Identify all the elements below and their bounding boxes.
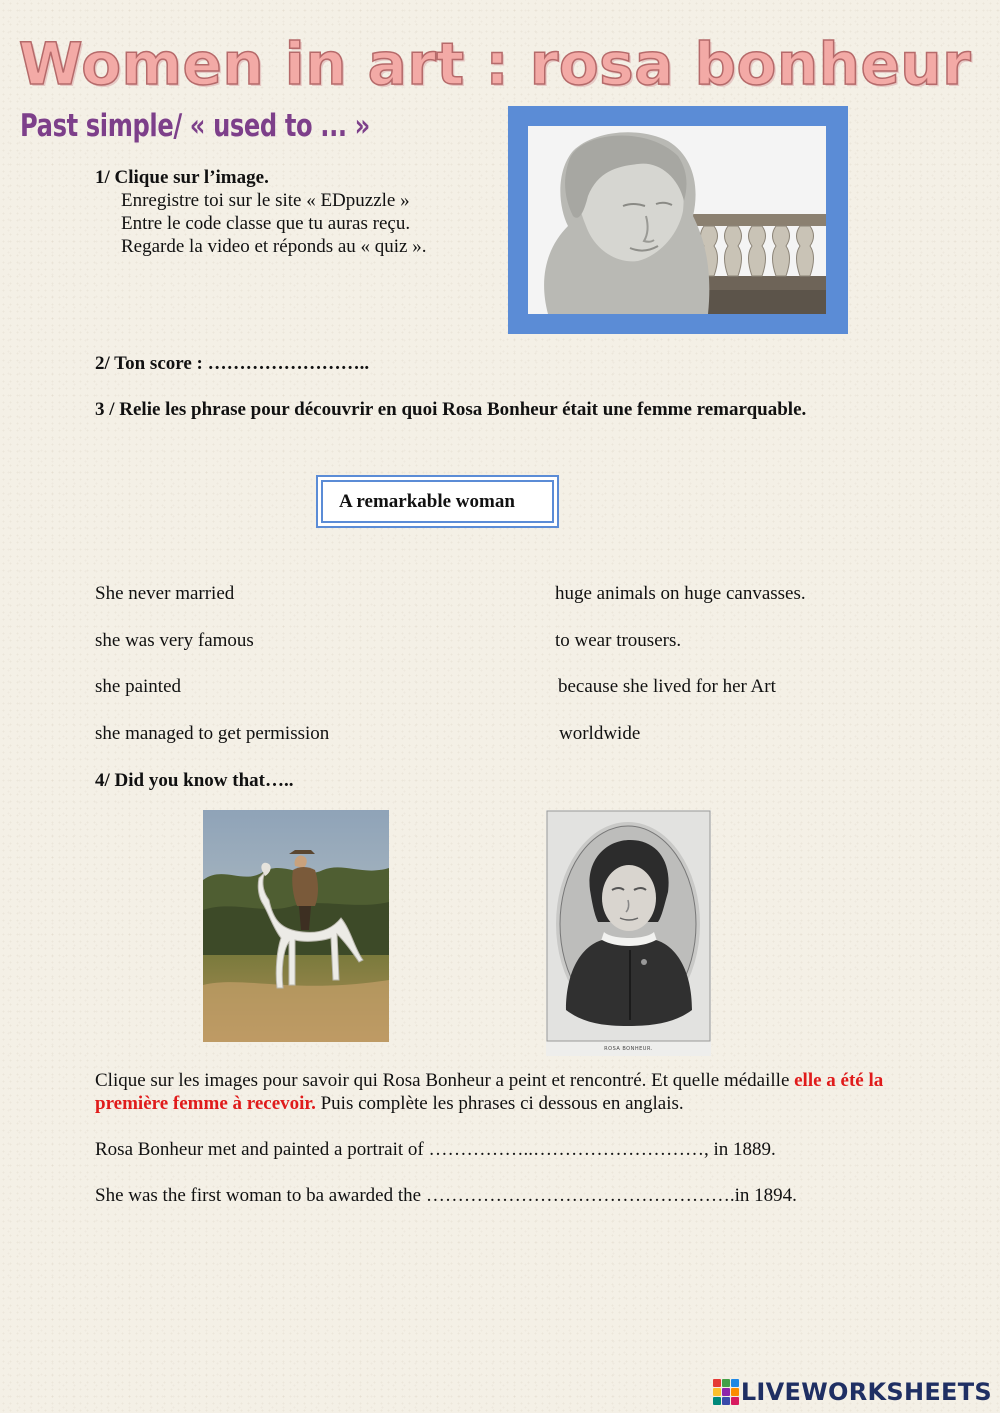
portrait-photo-image	[546, 810, 711, 1056]
step1-line: Enregistre toi sur le site « EDpuzzle »	[121, 190, 410, 211]
para-text: Clique sur les images pour savoir qui Rosa Bonheur a peint et rencontré. Et quelle médaille	[95, 1070, 795, 1091]
step1-heading: 1/ Clique sur l’image.	[95, 167, 269, 188]
match-left-item[interactable]: She never married	[95, 583, 235, 604]
fill-in-sentence-2[interactable]: She was the first woman to ba awarded the ………………………………………….in 1894.	[95, 1185, 797, 1206]
portrait-caption: ROSA BONHEUR.	[604, 1046, 653, 1052]
logo-text: LIVEWORKSHEETS	[740, 1378, 992, 1406]
match-right-item[interactable]: huge animals on huge canvasses.	[555, 583, 806, 604]
para-highlight: elle a été la première femme à recevoir.	[95, 1070, 884, 1114]
match-left-item[interactable]: she managed to get permission	[95, 723, 330, 744]
score-field[interactable]: 2/ Ton score : ……………………..	[95, 353, 370, 374]
match-right-item[interactable]: to wear trousers.	[555, 630, 682, 651]
step4-heading: 4/ Did you know that…..	[95, 770, 294, 791]
page-title: Women in art : rosa bonheur	[18, 30, 972, 98]
bust-image-link[interactable]	[508, 106, 848, 334]
match-left-item[interactable]: she was very famous	[95, 630, 254, 651]
step1-line: Regarde la video et réponds au « quiz ».	[121, 236, 427, 257]
step3-instruction: 3 / Relie les phrase pour découvrir en quoi Rosa Bonheur était une femme remarquable.	[95, 399, 807, 420]
liveworksheets-logo-icon	[713, 1379, 739, 1405]
step1-line: Entre le code classe que tu auras reçu.	[121, 213, 411, 234]
remarkable-woman-box	[316, 475, 559, 528]
match-right-item[interactable]: worldwide	[559, 723, 641, 744]
horse-painting-image[interactable]	[203, 810, 389, 1042]
box-title: A remarkable woman	[321, 480, 554, 523]
portrait-photo-link[interactable]	[546, 810, 711, 1056]
liveworksheets-logo[interactable]	[713, 1377, 992, 1407]
step1-instructions	[95, 166, 426, 258]
para-text: Puis complète les phrases ci dessous en anglais.	[315, 1093, 684, 1114]
match-left-item[interactable]: she painted	[95, 676, 182, 697]
match-right-item[interactable]: because she lived for her Art	[558, 676, 776, 697]
bust-statue-image	[528, 126, 826, 314]
fill-in-sentence-1[interactable]: Rosa Bonheur met and painted a portrait of ……………..………………………, in 1889.	[95, 1139, 776, 1160]
page-subtitle: Past simple/ « used to ... »	[20, 108, 370, 144]
step4-paragraph	[95, 1069, 905, 1115]
